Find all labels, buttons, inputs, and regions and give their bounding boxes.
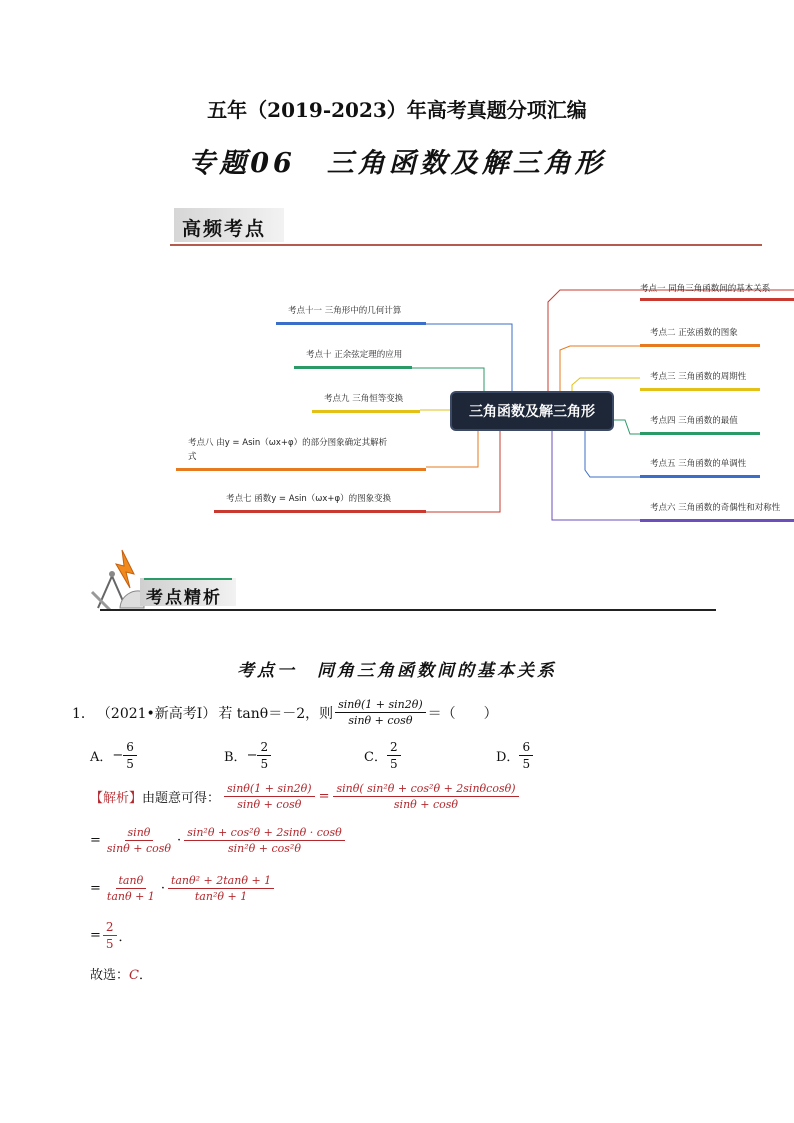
high-freq-heading: 高频考点: [182, 218, 267, 240]
solution-l3-a-den: tanθ + 1: [106, 890, 155, 903]
solution-l3-b-num: tanθ² + 2tanθ + 1: [168, 874, 274, 889]
solution-l1-den: sinθ + cosθ: [237, 798, 302, 811]
solution-choice-end: ．: [138, 968, 152, 983]
mindmap-right-6: [640, 501, 794, 522]
connector-l5: [426, 428, 500, 512]
solution-l2-a-num: sinθ: [125, 826, 154, 841]
solution-l2-dot: ·: [177, 833, 182, 848]
solution-l2-b-den: sin²θ + cos²θ: [228, 842, 301, 855]
solution-l1-num: sinθ(1 + sin2θ): [224, 782, 315, 797]
mindmap-right-5-label: 考点五 三角函数的单调性: [650, 459, 747, 469]
solution-l3-b-frac: [168, 874, 274, 903]
mindmap-left-5: [214, 492, 426, 513]
solution-line-4: [90, 920, 132, 951]
mindmap-right-3-rule: [640, 388, 760, 391]
analysis-header: [82, 548, 722, 616]
mindmap-right-1: [640, 282, 794, 301]
mindmap-right-5: [640, 457, 760, 478]
solution-l2-eq: =: [90, 833, 101, 848]
mindmap-left-2-label: 考点十 正余弦定理的应用: [306, 350, 403, 360]
document-title: 五年（2019-2023）年高考真题分项汇编: [207, 98, 587, 122]
connector-r6: [552, 430, 640, 520]
option-d-letter: D．: [496, 750, 520, 765]
solution-tag: 【解析】: [90, 791, 143, 806]
mindmap-left-1-rule: [276, 322, 426, 325]
option-a[interactable]: [90, 740, 137, 771]
solution-l1-rhs-frac: [333, 782, 518, 811]
option-c-letter: C．: [364, 750, 387, 765]
question-stem-a: 若 tanθ＝－2，则: [218, 705, 334, 722]
option-a-letter: A．: [90, 750, 113, 765]
solution-l2-a-frac: [104, 826, 174, 855]
header-rule: [170, 244, 762, 246]
mindmap-left-5-rule: [214, 510, 426, 513]
option-c[interactable]: [364, 740, 401, 771]
mindmap-right-6-rule: [640, 519, 794, 522]
connector-r5: [585, 430, 640, 477]
solution-l4-den: 5: [105, 937, 114, 951]
question-frac-den: sinθ + cosθ: [348, 714, 413, 727]
solution-line-2: [90, 826, 345, 855]
solution-intro: 由题意可得：: [142, 791, 221, 806]
mindmap-left-4-label-cont: 式: [188, 452, 197, 462]
mindmap-right-3-label: 考点三 三角函数的周期性: [650, 372, 747, 382]
question-1: [72, 698, 498, 727]
question-stem-b: ＝（ ）: [427, 705, 498, 722]
solution-l1-frac: [224, 782, 315, 811]
mindmap-left-4-rule: [176, 468, 426, 471]
solution-l3-dot: ·: [160, 881, 165, 896]
solution-l1-rhs-den: sinθ + cosθ: [393, 798, 459, 811]
solution-l4-end: ．: [118, 930, 132, 945]
solution-choice-label: 故选：: [90, 968, 130, 983]
connector-l4: [426, 428, 478, 467]
mindmap-left-2: [294, 348, 412, 369]
option-b-num: 2: [257, 740, 271, 756]
analysis-rule: [100, 609, 716, 611]
connector-l1: [426, 324, 512, 394]
question-number: 1．: [72, 705, 95, 722]
mindmap-right-1-rule: [640, 298, 794, 301]
solution-line-3: [90, 874, 274, 903]
question-source: （2021•新高考Ⅰ）: [96, 705, 217, 722]
mindmap-left-3-label: 考点九 三角恒等变换: [324, 394, 404, 404]
mindmap-right-2-rule: [640, 344, 760, 347]
mindmap-right-4-label: 考点四 三角函数的最值: [650, 416, 738, 426]
solution-l3-eq: =: [90, 881, 101, 896]
mindmap-left-3-rule: [312, 410, 420, 413]
mindmap-left-1: [276, 304, 426, 325]
option-c-den: 5: [389, 757, 398, 771]
option-b-sign: −: [246, 748, 258, 763]
solution-l2-b-num: sin²θ + cos²θ + 2sinθ · cosθ: [184, 826, 345, 841]
solution-l4-num: 2: [103, 920, 117, 936]
section-title: 考点一 同角三角函数间的基本关系: [237, 661, 557, 681]
high-freq-header: [170, 206, 762, 248]
solution-l2-a-den: sinθ + cosθ: [106, 842, 172, 855]
option-a-frac: [123, 740, 137, 771]
option-d-frac: [519, 740, 533, 771]
mindmap-right-4-rule: [640, 432, 760, 435]
connector-l2: [412, 368, 484, 394]
mindmap-center: 三角函数及解三角形: [452, 393, 612, 429]
solution-l3-a-frac: [104, 874, 158, 903]
option-d[interactable]: [496, 740, 533, 771]
solution-l4-eq: =: [90, 928, 101, 943]
solution-choice: [90, 964, 152, 983]
mindmap-right-2: [640, 326, 760, 347]
question-fraction: [335, 698, 426, 727]
mindmap-left-2-rule: [294, 366, 412, 369]
question-frac-num: sinθ(1 + sin2θ): [335, 698, 426, 713]
option-a-den: 5: [126, 757, 134, 771]
mindmap-right-5-rule: [640, 475, 760, 478]
option-b-den: 5: [260, 757, 269, 771]
mindmap-left-5-label: 考点七 函数y = Asin（ωx+φ）的图象变换: [226, 494, 392, 504]
mindmap-right-1-label: 考点一 同角三角函数间的基本关系: [640, 284, 771, 294]
mindmap-right-6-label: 考点六 三角函数的奇偶性和对称性: [650, 503, 781, 513]
option-b[interactable]: [224, 740, 271, 771]
option-c-num: 2: [387, 740, 401, 756]
topic-title: 专题06 三角函数及解三角形: [188, 148, 606, 179]
solution-l3-b-den: tan²θ + 1: [194, 890, 248, 903]
mindmap-right-2-label: 考点二 正弦函数的图象: [650, 328, 738, 338]
analysis-green-rule: [144, 578, 232, 580]
mindmap-left-3: [312, 392, 420, 413]
option-a-num: 6: [123, 740, 137, 756]
solution-l2-b-frac: [184, 826, 345, 855]
mindmap-left-4: [176, 436, 426, 471]
connector-r4: [612, 420, 640, 434]
option-d-num: 6: [519, 740, 533, 756]
solution-l3-a-num: tanθ: [116, 874, 147, 889]
option-a-sign: −: [112, 748, 124, 763]
option-d-den: 5: [522, 757, 531, 771]
solution-choice-value: C: [129, 968, 139, 983]
solution-l1-rhs-num: sinθ( sin²θ + cos²θ + 2sinθcosθ): [333, 782, 518, 797]
mindmap-left-1-label: 考点十一 三角形中的几何计算: [288, 306, 402, 316]
analysis-heading: 考点精析: [146, 588, 222, 608]
solution-l1-eq: =: [318, 789, 330, 804]
mindmap-left-4-label: 考点八 由y = Asin（ωx+φ）的部分图象确定其解析: [188, 438, 388, 448]
mindmap-right-4: [640, 414, 760, 435]
solution-line-1: [90, 782, 519, 811]
option-b-frac: [257, 740, 271, 771]
mindmap-right-3: [640, 370, 760, 391]
option-c-frac: [387, 740, 401, 771]
solution-l4-frac: [103, 920, 117, 951]
option-b-letter: B．: [224, 750, 247, 765]
